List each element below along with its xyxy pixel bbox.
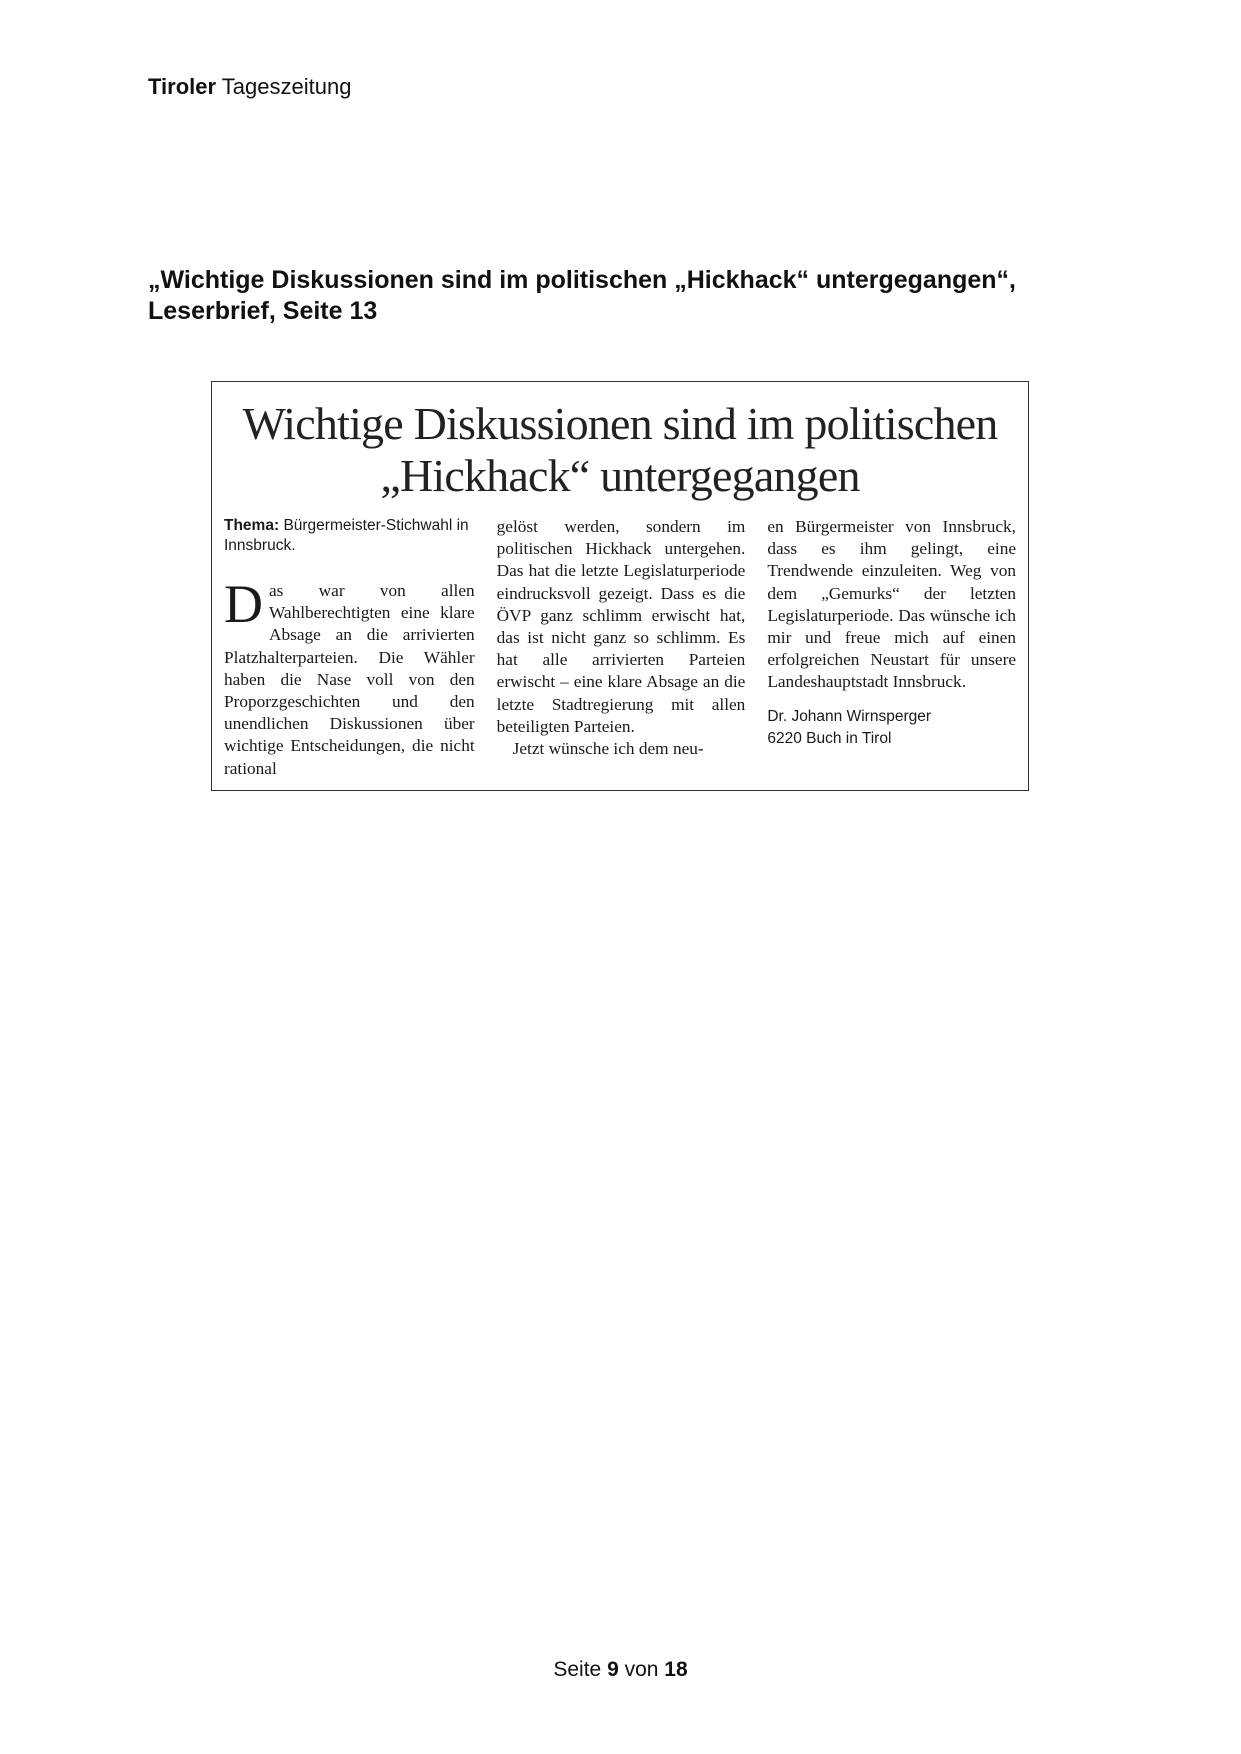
page-number bbox=[0, 1658, 1241, 1682]
clipping-body-col1: as war von allen Wahlberechtigten eine klare Absage an die arrivierten Platzhalterparteien. Die Wähler haben die Nase voll von den Proporzgeschichten und den unendlichen Diskussionen über wichtige Entscheidungen, die nicht rational bbox=[224, 581, 475, 778]
clipping-body-col2-b: Jetzt wünsche ich dem neu- bbox=[512, 739, 704, 759]
drop-cap: D bbox=[224, 574, 263, 634]
publication-name-rest: Tageszeitung bbox=[221, 74, 352, 99]
clipping-column-3 bbox=[767, 516, 1016, 780]
page-number-prefix: Seite bbox=[553, 1658, 602, 1681]
clipping-column-1 bbox=[224, 516, 475, 780]
document-title bbox=[148, 265, 1128, 327]
publication-name-bold: Tiroler bbox=[148, 74, 217, 99]
page-number-current: 9 bbox=[607, 1658, 619, 1681]
publication-name bbox=[148, 74, 351, 100]
signature-name: Dr. Johann Wirnsperger bbox=[767, 707, 932, 725]
clipping-topic bbox=[224, 516, 475, 556]
letter-signature bbox=[767, 706, 1016, 750]
clipping-body-start bbox=[224, 574, 475, 780]
clipping-headline-line2: „Hickhack“ untergegangen bbox=[380, 450, 860, 501]
clipping-columns bbox=[224, 516, 1016, 780]
clipping-topic-text: Bürgermeister-Stichwahl in Innsbruck. bbox=[224, 517, 469, 554]
newspaper-clipping bbox=[211, 381, 1029, 791]
document-title-line2: Leserbrief, Seite 13 bbox=[148, 297, 378, 325]
page-number-sep: von bbox=[624, 1658, 659, 1681]
clipping-headline-line1: Wichtige Diskussionen sind im politischen bbox=[242, 398, 998, 449]
clipping-topic-label: Thema: bbox=[224, 517, 280, 534]
document-title-line1: „Wichtige Diskussionen sind im politischen „Hickhack“ untergegangen“, bbox=[148, 266, 1016, 294]
page-number-total: 18 bbox=[664, 1658, 688, 1681]
signature-place: 6220 Buch in Tirol bbox=[767, 729, 892, 747]
clipping-body-col2: gelöst werden, sondern im politischen Hickhack untergehen. Das hat die letzte Legislaturperiode eindrucksvoll gezeigt. Dass es die ÖVP ganz schlimm erwischt hat, das ist nicht ganz so schlimm. Es hat alle arrivierten Parteien erwischt – eine klare Absage an die letzte Stadtregierung mit allen beteiligten Parteien. bbox=[496, 517, 746, 736]
clipping-column-2 bbox=[497, 516, 746, 780]
clipping-headline bbox=[212, 398, 1028, 502]
clipping-body-col3: en Bürgermeister von Innsbruck, dass es ihm gelingt, eine Trendwende einzuleiten. Weg von dem „Gemurks“ der letzten Legislaturperiode. Das wünsche ich mir und freue mich auf einen erfolgreichen Neustart für unsere Landeshauptstadt Innsbruck. bbox=[767, 517, 1016, 692]
